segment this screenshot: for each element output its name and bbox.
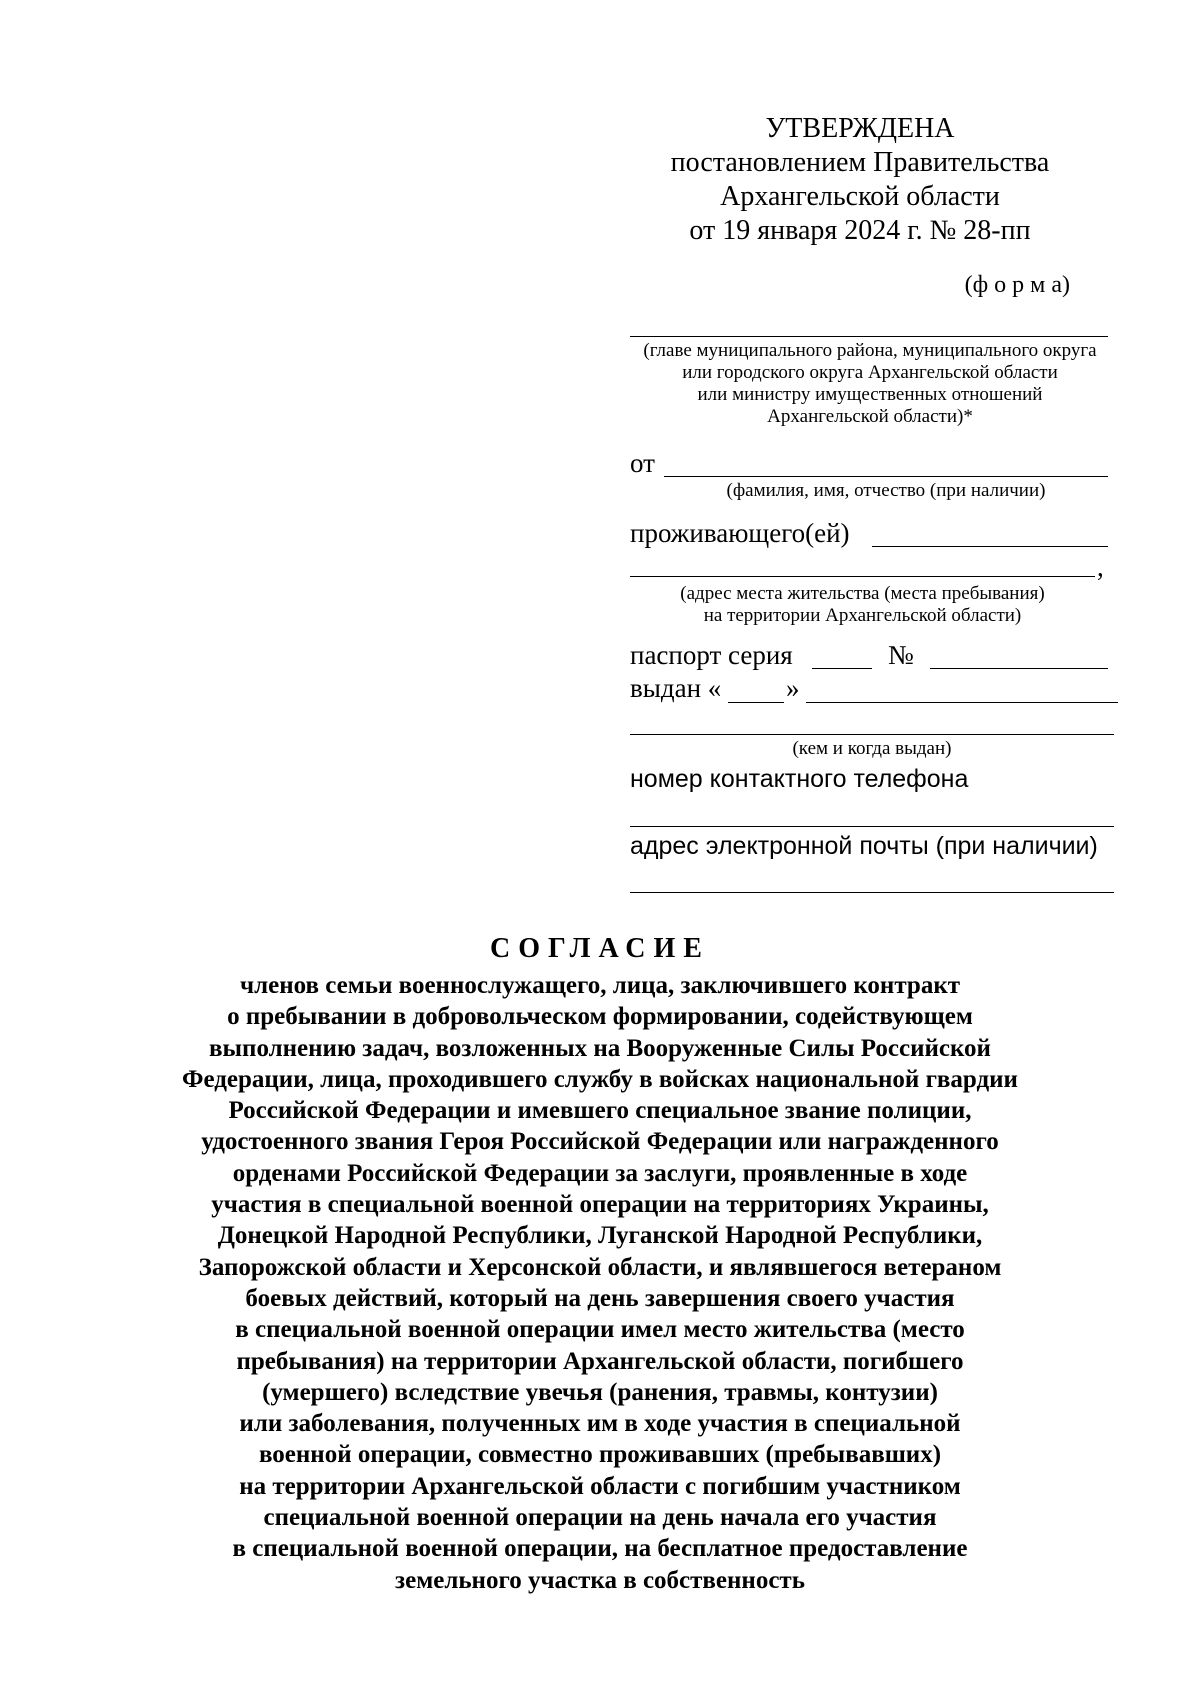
passport-series-field[interactable] [812,668,872,669]
body-line: на территории Архангельской области с погибшим участником [239,1472,961,1500]
email-label: адрес электронной почты (при наличии) [630,832,1098,860]
address-hint-line-2: на территории Архангельской области) [703,605,1022,626]
body-line: боевых действий, который на день завершения своего участия [245,1284,955,1312]
body-line: земельного участка в собственность [395,1566,805,1594]
address-hint [630,583,1095,627]
approval-line-2: постановлением Правительства [670,147,1050,178]
issued-by-field-2[interactable] [630,734,1114,735]
approval-block [640,112,1080,248]
body-line: Запорожской области и Херсонской области, и являвшегося ветераном [198,1253,1002,1281]
body-line: пребывания) на территории Архангельской области, погибшего [236,1347,964,1375]
body-line: орденами Российской Федерации за заслуги, проявленные в ходе [232,1159,968,1187]
body-line: Федерации, лица, проходившего службу в войсках национальной гвардии [182,1065,1018,1093]
phone-label: номер контактного телефона [630,765,969,793]
body-line: Российской Федерации и имевшего специальное звание полиции, [228,1097,972,1125]
body-line: или заболевания, полученных им в ходе участия в специальной [239,1410,961,1438]
recipient-hint [620,340,1120,428]
recipient-hint-line-4: Архангельской области)* [767,406,973,427]
body-line: выполнению задач, возложенных на Вооруженные Силы Российской [209,1034,991,1062]
fio-hint: (фамилия, имя, отчество (при наличии) [726,480,1046,501]
body-line: членов семьи военнослужащего, лица, заключившего контракт [239,972,961,999]
issued-hint: (кем и когда выдан) [792,738,952,759]
passport-number-field[interactable] [930,668,1108,669]
recipient-hint-line-3: или министру имущественных отношений [697,384,1043,405]
document-title: СОГЛАСИЕ [490,933,710,964]
address-hint-line-1: (адрес места жительства (места пребывания) [680,583,1045,604]
body-line: (умершего) вследствие увечья (ранения, травмы, контузии) [262,1378,938,1406]
issued-day-field[interactable] [728,702,784,703]
body-line: в специальной военной операции, на бесплатное предоставление [232,1535,968,1563]
fio-field-line[interactable] [664,476,1108,477]
from-label: от [630,448,655,478]
approval-line-4: от 19 января 2024 г. № 28-пп [689,215,1031,246]
recipient-hint-line-2: или городского округа Архангельской области [682,362,1058,383]
body-line: Донецкой Народной Республики, Луганской Народной Республики, [217,1222,983,1250]
passport-number-label: № [888,640,914,670]
passport-series-label: паспорт серия [630,640,793,670]
email-field-line[interactable] [630,892,1114,893]
residing-label: проживающего(ей) [630,518,850,548]
body-line: участия в специальной военной операции на территориях Украины, [211,1191,989,1219]
body-line: специальной военной операции на день начала его участия [263,1504,937,1532]
issued-by-field[interactable] [806,702,1118,703]
approval-line-3: Архангельской области [720,181,1000,212]
recipient-hint-line-1: (главе муниципального района, муниципального округа [643,340,1097,361]
body-line: удостоенного звания Героя Российской Федерации или награжденного [201,1128,999,1156]
address-comma: , [1097,552,1104,582]
form-label: (ф о р м а) [964,272,1070,298]
approval-title: УТВЕРЖДЕНА [765,113,955,144]
recipient-field-line[interactable] [630,336,1108,337]
body-line: о пребывании в добровольческом формировании, содействующем [227,1003,973,1031]
body-line: в специальной военной операции имел место жительства (место [235,1316,965,1344]
residing-field-line[interactable] [872,546,1108,547]
phone-field-line[interactable] [630,826,1114,827]
issued-label: выдан « [630,673,722,703]
issued-close-quote: » [786,673,800,703]
consent-description [150,970,1050,1596]
body-line: военной операции, совместно проживавших (пребывавших) [258,1441,942,1469]
address-field-line[interactable] [630,576,1095,577]
